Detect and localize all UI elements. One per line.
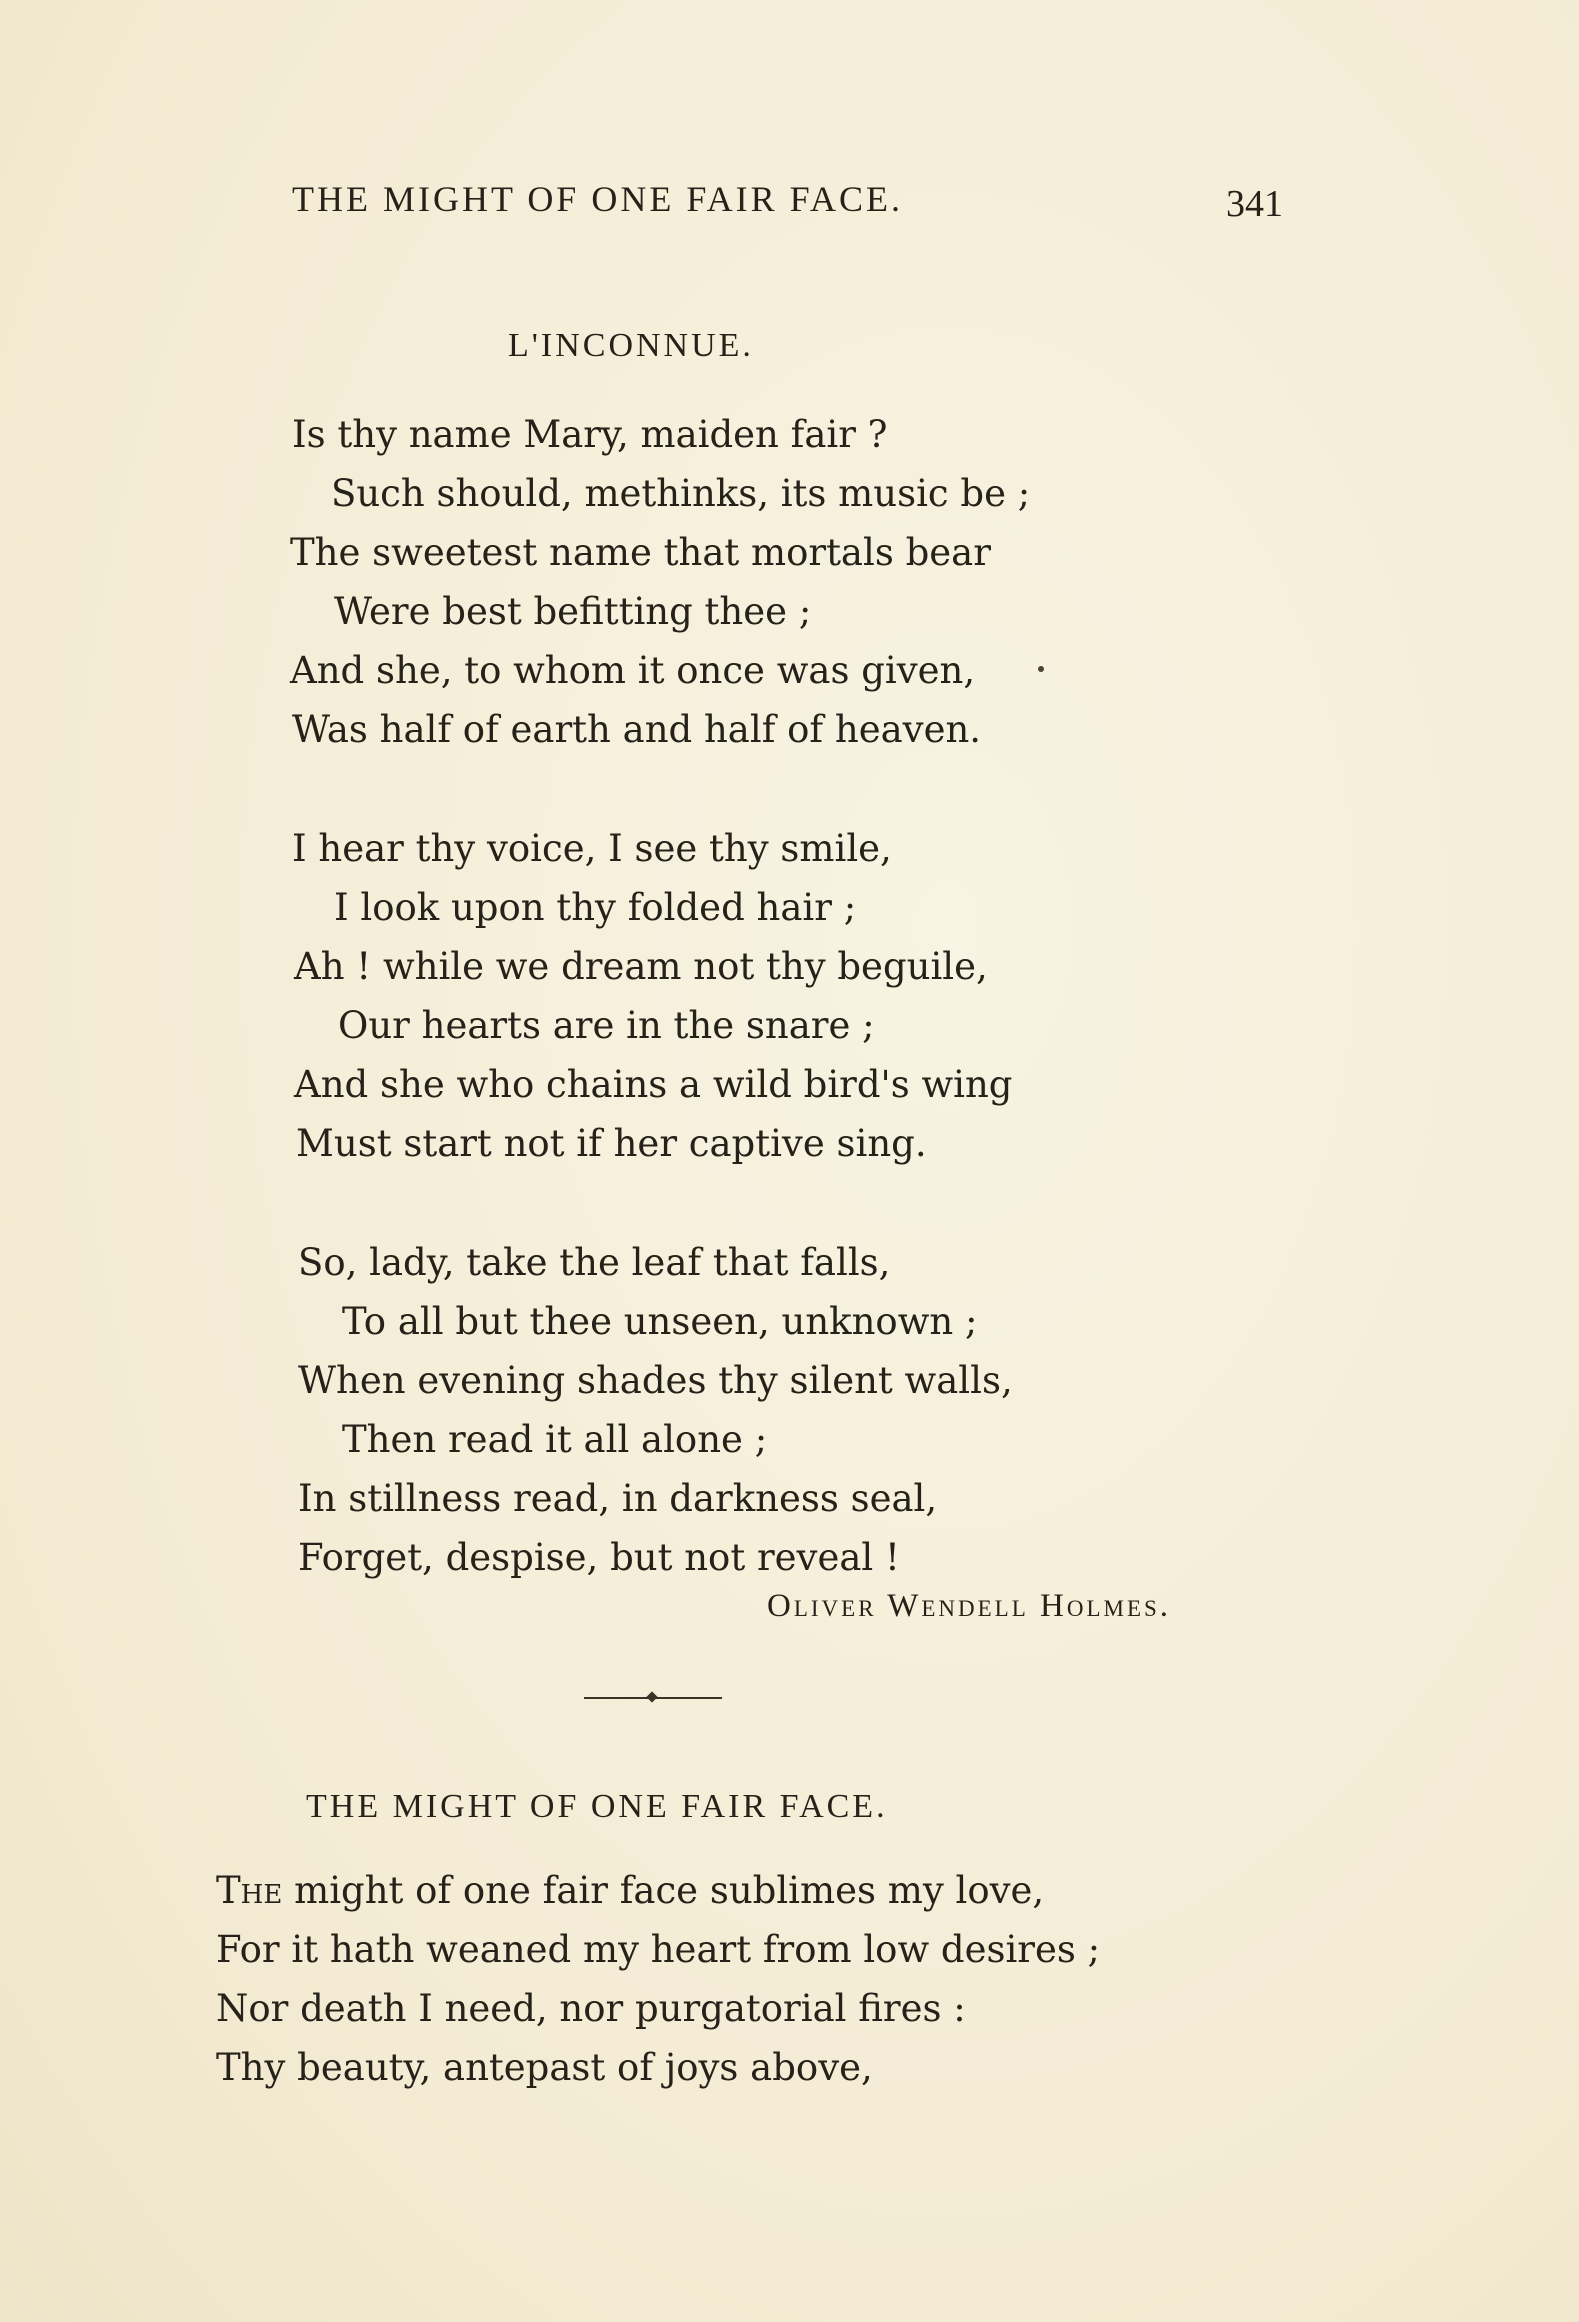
poem-line: Such should, methinks, its music be ;: [331, 472, 1031, 515]
poem-line-rest: might of one fair face sublimes my love,: [282, 1869, 1045, 1912]
poem-line: So, lady, take the leaf that falls,: [298, 1241, 891, 1284]
poem-line: Thy beauty, antepast of joys above,: [216, 2046, 873, 2089]
poem-line: For it hath weaned my heart from low desires ;: [216, 1928, 1101, 1971]
poem-line: To all but thee unseen, unknown ;: [342, 1300, 978, 1343]
running-head: THE MIGHT OF ONE FAIR FACE.: [292, 179, 904, 219]
poem-line: Our hearts are in the snare ;: [338, 1004, 875, 1047]
poem-line: Forget, despise, but not reveal !: [298, 1536, 900, 1579]
initial-word: The: [216, 1869, 283, 1912]
poem-line: In stillness read, in darkness seal,: [298, 1477, 938, 1520]
poem-line: Ah ! while we dream not thy beguile,: [294, 945, 988, 988]
poem-title-linconnue: L'INCONNUE.: [508, 327, 754, 364]
poem-attribution: Oliver Wendell Holmes.: [767, 1588, 1172, 1624]
poem-line: When evening shades thy silent walls,: [298, 1359, 1013, 1402]
divider-ornament-icon: [646, 1691, 657, 1702]
poem-line: Was half of earth and half of heaven.: [292, 708, 982, 751]
poem-line: Nor death I need, nor purgatorial fires :: [216, 1987, 966, 2030]
poem-line: Is thy name Mary, maiden fair ?: [292, 413, 888, 456]
stray-dot-mark: [1038, 666, 1044, 672]
poem-line: And she who chains a wild bird's wing: [294, 1063, 1013, 1106]
poem-line: Must start not if her captive sing.: [296, 1122, 927, 1165]
poem-line: Were best befitting thee ;: [334, 590, 812, 633]
poem-line: I hear thy voice, I see thy smile,: [292, 827, 892, 870]
poem-line: And she, to whom it once was given,: [290, 649, 976, 692]
poem-title-might-of-one-fair-face: THE MIGHT OF ONE FAIR FACE.: [306, 1788, 888, 1825]
poem-line: [216, 1869, 1045, 1912]
page-number: 341: [1226, 183, 1283, 225]
poem-line: Then read it all alone ;: [342, 1418, 768, 1461]
poem-line: I look upon thy folded hair ;: [334, 886, 857, 929]
poem-line: The sweetest name that mortals bear: [290, 531, 991, 574]
